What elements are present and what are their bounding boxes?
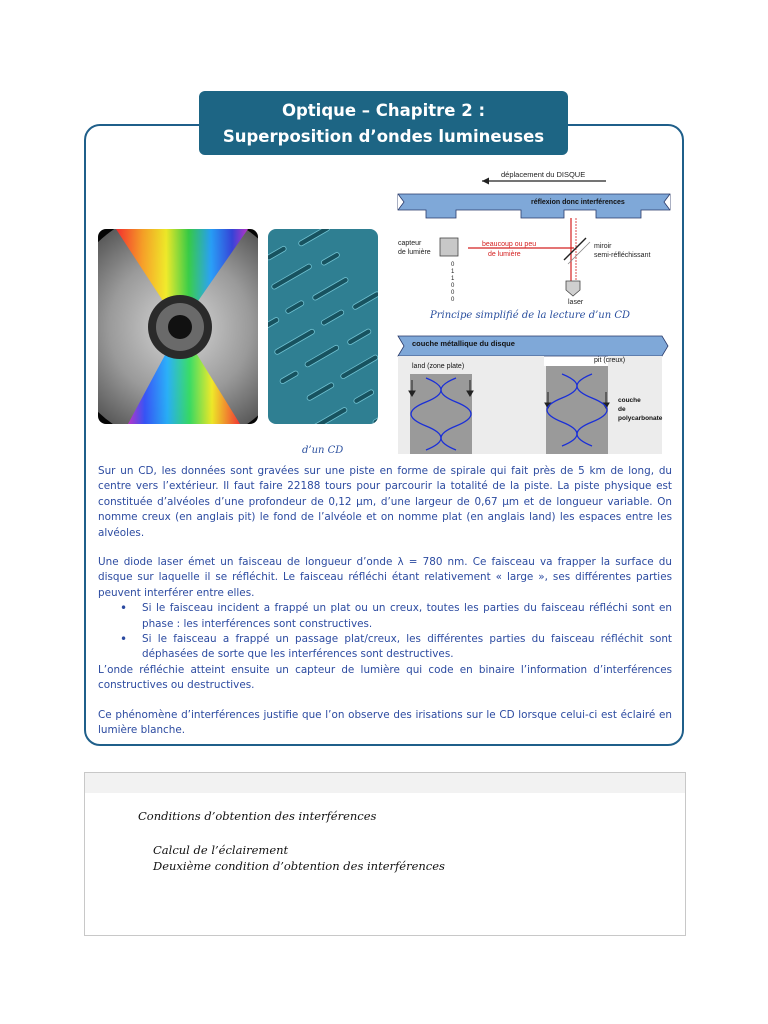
- cd-pits-micrograph: [268, 229, 378, 424]
- bullet-constructive: • Si le faisceau incident a frappé un plat ou un creux, toutes les parties du faisceau réfléchi sont en phase : les interférences sont constructives.: [142, 601, 672, 632]
- toc-item-link[interactable]: Deuxième condition d’obtention des interférences: [153, 859, 445, 873]
- cd-reading-diagram: [396, 166, 672, 306]
- laser-label: laser: [568, 299, 584, 306]
- binary-digit: 0: [451, 262, 455, 268]
- chapter-body: [98, 464, 672, 739]
- movement-arrowhead: [482, 178, 489, 185]
- toc-box: [84, 772, 686, 936]
- toc-header-band: [85, 773, 685, 793]
- laser-icon: [566, 281, 580, 296]
- toc-item-link[interactable]: Calcul de l’éclairement: [153, 843, 289, 857]
- pit-beam-column: [546, 366, 608, 454]
- light-sensor-icon: [440, 238, 458, 256]
- layer-label-line2: de: [618, 406, 626, 413]
- paragraph-iridescence: Ce phénomène d’interférences justifie que l’on observe des irisations sur le CD lorsque celui-ci est éclairé en lumière blanche.: [98, 708, 672, 737]
- paragraph-laser: Une diode laser émet un faisceau de longueur d’onde λ = 780 nm. Ce faisceau va frapper la surface du disque sur laquelle il se réfléchit. Le faisceau réfléchi étant relativement « large », ses différentes parties peuvent interférer entre elles.: [98, 556, 672, 599]
- paragraph-sensor: L’onde réfléchie atteint ensuite un capteur de lumière qui code en binaire l’information d’interférences constructives ou destructives.: [98, 663, 672, 692]
- binary-digit: 0: [451, 290, 455, 296]
- diagram1-caption: Principe simplifié de la lecture d’un CD: [430, 310, 631, 321]
- light-label-line2: de lumière: [488, 251, 521, 258]
- sensor-label-line2: de lumière: [398, 249, 431, 256]
- sensor-label-line1: capteur: [398, 240, 422, 247]
- binary-digit: 0: [451, 297, 455, 303]
- chapter-title-tab: [199, 91, 568, 155]
- layer-label-line3: polycarbonate: [618, 415, 663, 422]
- bullet-destructive: • Si le faisceau a frappé un passage plat/creux, les différentes parties du faisceau réfléchit sont déphasées de sorte que les interférences sont destructives.: [142, 632, 672, 663]
- layer-label-line1: couche: [618, 397, 641, 404]
- disc-surface: [398, 194, 670, 218]
- metal-layer-label: couche métallique du disque: [412, 339, 515, 348]
- interference-bullets: [98, 601, 672, 663]
- land-beam-column: [410, 374, 472, 454]
- cd-rainbow-photo: [98, 229, 258, 424]
- binary-digit: 0: [451, 283, 455, 289]
- paragraph-cd-track: Sur un CD, les données sont gravées sur une piste en forme de spirale qui fait près de 5 km de long, du centre vers l’extérieur. Il faut faire 22188 tours pour parcourir la totalité de la piste. La piste physique est constituée d’alvéoles d’une profondeur de 0,12 μm, d’une largeur de 0,67 μm et de longueur variable. On nomme creux (en anglais pit) le fond de l’alvéole et on nomme plat (en anglais land) les espaces entre les alvéoles.: [98, 465, 672, 539]
- binary-digit: 1: [451, 269, 455, 275]
- mirror-label-line2: semi-réfléchissant: [594, 252, 651, 259]
- mirror-label-line1: miroir: [594, 243, 612, 250]
- toc-heading-link[interactable]: Conditions d’obtention des interférences: [138, 809, 377, 823]
- light-label-line1: beaucoup ou peu: [482, 241, 537, 248]
- land-label: land (zone plate): [412, 363, 465, 370]
- chapter-title-line2: Superposition d’ondes lumineuses: [222, 127, 545, 146]
- binary-digit: 1: [451, 276, 455, 282]
- binary-output: [451, 262, 455, 303]
- photo-caption: d’un CD: [302, 445, 344, 456]
- pit-label: pit (creux): [594, 357, 626, 364]
- reflection-label: réflexion donc interférences: [531, 199, 625, 206]
- movement-label: déplacement du DISQUE: [501, 170, 586, 179]
- chapter-title-line1: Optique – Chapitre 2 :: [281, 101, 486, 120]
- land-pit-diagram: [396, 334, 672, 454]
